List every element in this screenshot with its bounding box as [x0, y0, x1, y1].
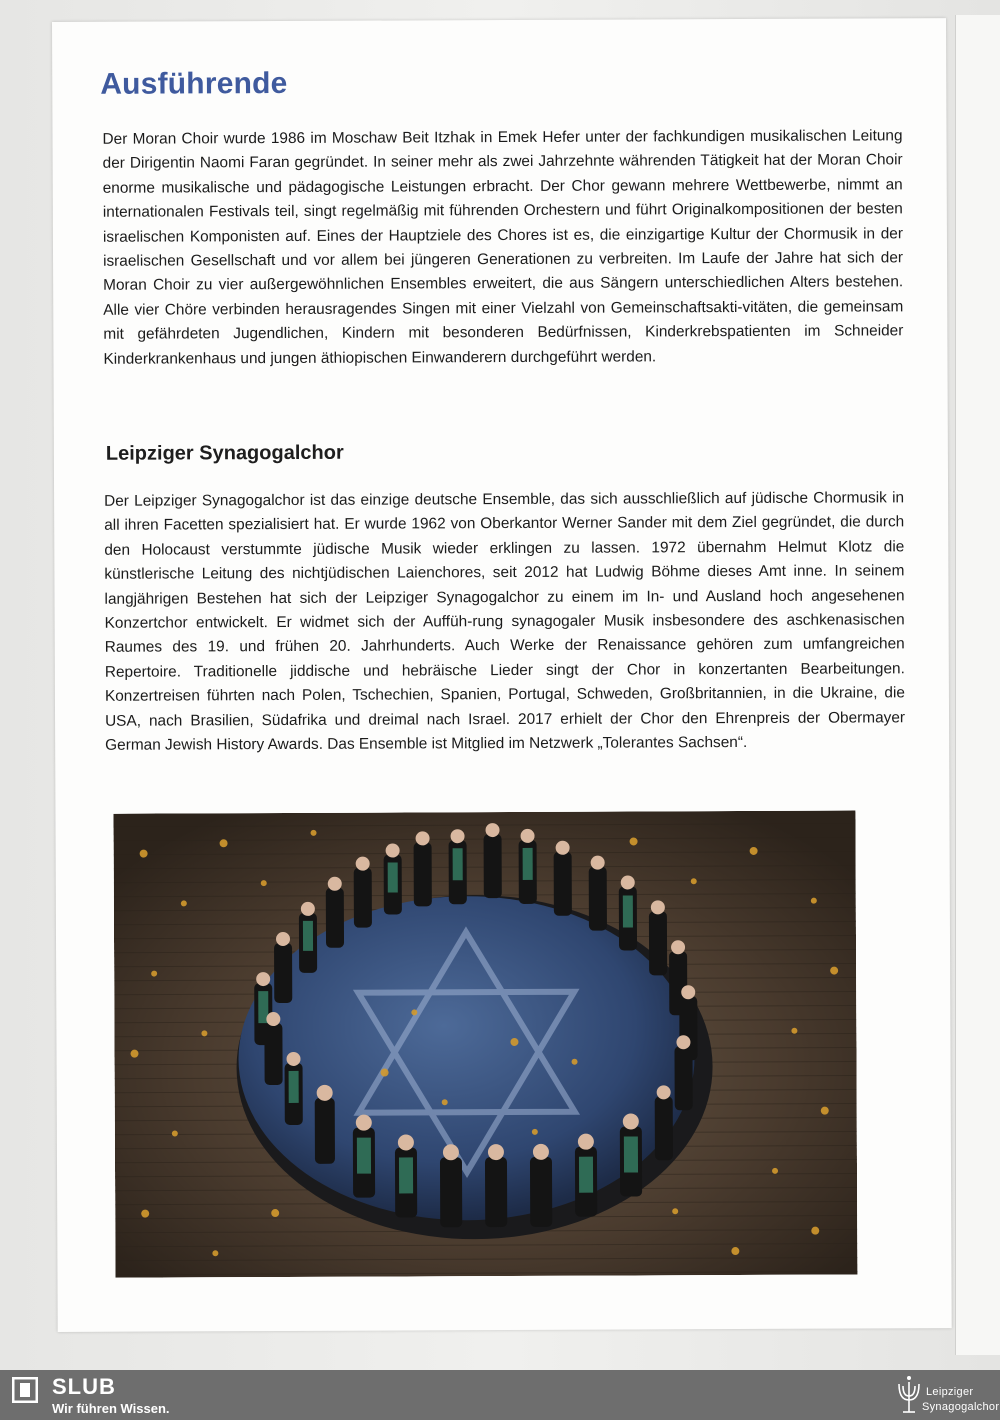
synagogalchor-paragraph: Der Leipziger Synagogalchor ist das einzige deutsche Ensemble, das sich ausschließlich auf jüdische Chormusik in all ihren Facetten spezialisiert hat. Er wurde 1962 von Oberkantor Werner Sander mit dem Ziel gegründet, die durch den Holocaust verstummte jüdische Musik wieder erklingen zu lassen. 1972 übernahm Helmut Klotz die künstlerische Leitung des nichtjüdischen Laienchores, seit 2012 hat Ludwig Böhme dieses Amt inne. In seinem langjährigen Bestehen hat sich der Leipziger Synagogalchor zu einem im In- und Ausland hoch angesehenen Konzertchor entwickelt. Er widmet sich der Auffüh-rung synagogaler Musik insbesondere des aschkenasischen Raumes des 19. und frühen 20. Jahrhunderts. Auch Werke der Renaissance gehören zum umfangreichen Repertoire. Traditionelle jiddische und hebräische Lieder singt der Chor in konzertanten Bearbeitungen. Konzertreisen führten nach Polen, Tschechien, Spanien, Portugal, Schweden, Großbritannien, in die Ukraine, die USA, nach Brasilien, Südafrika und dreimal nach Israel. 2017 erhielt der Chor den Ehrenpreis der Obermayer German Jewish History Awards. Das Ensemble ist Mitglied im Netzwerk „Tolerantes Sachsen“.: [104, 489, 906, 754]
document-page: [52, 18, 952, 1332]
section-subheading: Leipziger Synagogalchor: [105, 441, 344, 465]
moran-choir-paragraph: Der Moran Choir wurde 1986 im Moschaw Beit Itzhak in Emek Hefer unter der fachkundigen musikalischen Leitung der Dirigentin Naomi Faran gegründet. In seiner mehr als zwei Jahrzehnte währenden Tätigkeit hat der Moran Choir enorme musikalische und pädagogische Leistungen erbracht. Der Chor gewann mehrere Wettbewerbe, nimmt an internationalen Festivals teil, singt regelmäßig mit führenden Orchestern und führt Originalkompositionen der besten israelischen Komponisten auf. Eines der Hauptziele des Chores ist es, die einzigartige Kultur der Chormusik in der israelischen Gesellschaft und vor allem bei jüngeren Generationen zu verbreiten. Im Laufe der Jahre hat sich der Moran Choir zu vier außergewöhnlichen Ensembles erweitert, die aus Sängern unterschiedlichen Alters bestehen. Alle vier Chöre verbinden herausragendes Singen mit einer Vielzahl von Gemeinschaftsakti-vitäten, die gemeinsam mit gefährdeten Jugendlichen, Kindern mit besonderen Bedürfnissen, Kinderkrebspatienten im Schneider Kinderkrankenhaus und jungen äthiopischen Einwanderern durchgeführt werden.: [102, 127, 904, 368]
page-heading: Ausführende: [100, 66, 288, 101]
choir-photo-illustration: [113, 811, 857, 1278]
partner-name-line2: Synagogalchor: [922, 1401, 1000, 1413]
footer-bar: [0, 1370, 1000, 1420]
slub-tagline: Wir führen Wissen.: [52, 1401, 170, 1416]
partner-name-line1: Leipziger: [926, 1386, 974, 1398]
slub-title: SLUB: [52, 1374, 116, 1399]
slub-logo-icon: [12, 1377, 38, 1403]
choir-photo: [113, 811, 857, 1278]
facing-page-edge: [955, 15, 1000, 1355]
menorah-icon: [896, 1374, 922, 1416]
